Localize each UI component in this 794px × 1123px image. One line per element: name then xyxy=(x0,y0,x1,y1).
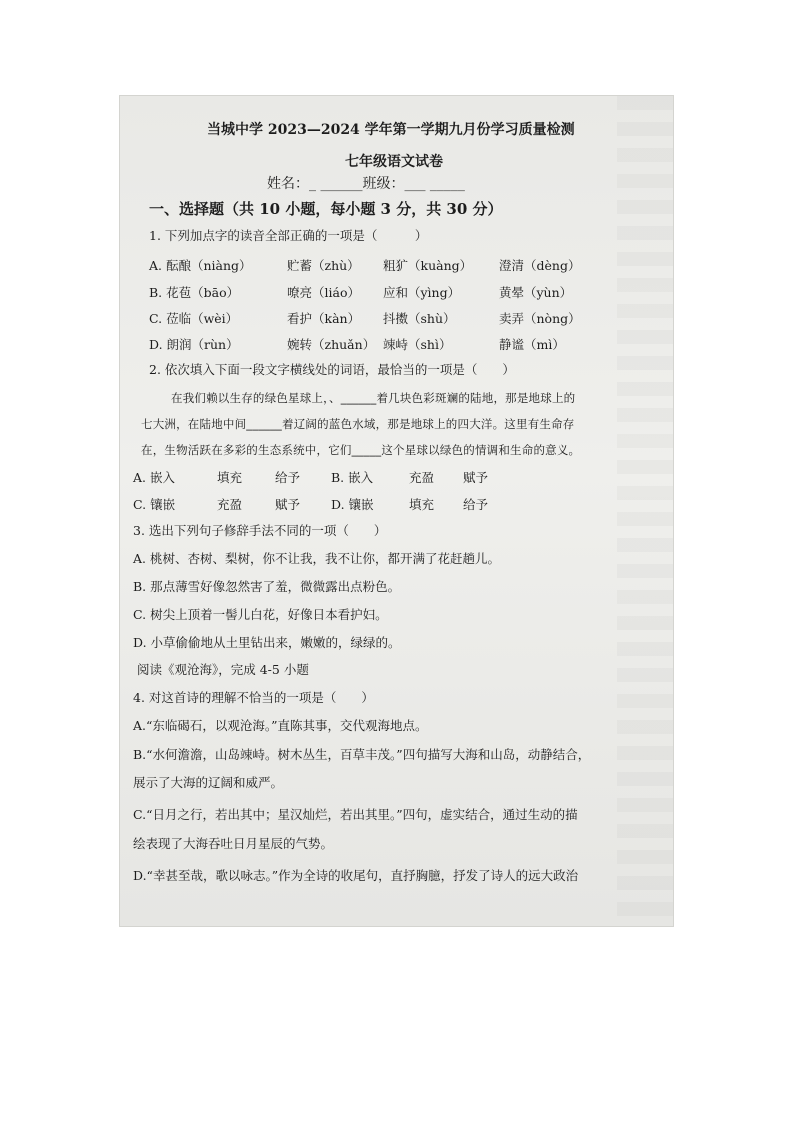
q1-d-4: 静谧（mì） xyxy=(499,337,565,352)
q4-line-a: A.“东临碣石，以观沧海。”直陈其事，交代观海地点。 xyxy=(133,718,428,733)
exam-subtitle: 七年级语文试卷 xyxy=(345,154,443,170)
q2-b-1: B. 嵌入 xyxy=(331,470,374,485)
q3-stem: 3. 选出下列句子修辞手法不同的一项（ ） xyxy=(133,523,387,538)
q2-d-2: 填充 xyxy=(409,497,435,512)
name-class-line: 姓名：_ ______班级：___ _____ xyxy=(267,176,465,192)
q4-line-b: B.“水何澹澹，山岛竦峙。树木丛生，百草丰茂。”四句描写大海和山岛，动静结合， xyxy=(133,747,591,762)
exam-photo xyxy=(120,96,673,926)
q1-a-3: 粗犷（kuàng） xyxy=(383,258,473,273)
q2-passage-line-3: 在，生物活跃在多彩的生态系统中，它们_____这个星球以绿色的情调和生命的意义。 xyxy=(141,443,581,457)
q2-c-2: 充盈 xyxy=(217,497,243,512)
section-heading: 一、选择题（共 10 小题，每小题 3 分，共 30 分） xyxy=(149,200,503,218)
exam-title: 当城中学 2023—2024 学年第一学期九月份学习质量检测 xyxy=(207,122,575,138)
q1-c-3: 抖擞（shù） xyxy=(383,311,456,326)
q2-stem: 2. 依次填入下面一段文字横线处的词语，最恰当的一项是（ ） xyxy=(149,362,515,377)
q4-line-b-cont: 展示了大海的辽阔和威严。 xyxy=(133,775,284,790)
q1-b-4: 黄晕（yùn） xyxy=(499,285,573,300)
q3-option-b: B. 那点薄雪好像忽然害了羞，微微露出点粉色。 xyxy=(133,579,401,594)
q1-a-1: A. 酝酿（niàng） xyxy=(149,258,252,273)
q4-line-c: C.“日月之行，若出其中；星汉灿烂，若出其里。”四句，虚实结合，通过生动的描 xyxy=(133,807,578,822)
q1-b-2: 嘹亮（liáo） xyxy=(287,285,360,300)
q1-a-2: 贮蓄（zhù） xyxy=(287,258,360,273)
q2-a-2: 填充 xyxy=(217,470,243,485)
q3-option-a: A. 桃树、杏树、梨树，你不让我，我不让你，都开满了花赶趟儿。 xyxy=(133,551,500,566)
q1-d-3: 竦峙（shì） xyxy=(383,337,452,352)
q1-c-1: C. 莅临（wèi） xyxy=(149,311,239,326)
q2-d-1: D. 镶嵌 xyxy=(331,497,374,512)
q1-b-3: 应和（yìng） xyxy=(383,285,461,300)
q1-a-4: 澄清（dèng） xyxy=(499,258,581,273)
q2-a-1: A. 嵌入 xyxy=(133,470,175,485)
q3-option-d: D. 小草偷偷地从土里钻出来，嫩嫩的，绿绿的。 xyxy=(133,635,401,650)
bleed-through-shadow xyxy=(617,96,673,926)
q2-a-3: 给予 xyxy=(275,470,301,485)
q1-d-1: D. 朗润（rùn） xyxy=(149,337,239,352)
q2-passage-line-1: 在我们赖以生存的绿色星球上，、______着几块色彩斑斓的陆地，那是地球上的 xyxy=(171,391,576,405)
q4-stem: 4. 对这首诗的理解不恰当的一项是（ ） xyxy=(133,690,374,705)
q3-option-c: C. 树尖上顶着一髻儿白花，好像日本看护妇。 xyxy=(133,607,388,622)
q2-c-3: 赋予 xyxy=(275,497,301,512)
q2-c-1: C. 镶嵌 xyxy=(133,497,176,512)
q2-b-3: 赋予 xyxy=(463,470,489,485)
q1-stem: 1. 下列加点字的读音全部正确的一项是（ ） xyxy=(149,228,428,243)
q1-c-2: 看护（kàn） xyxy=(287,311,361,326)
q4-line-d: D.“幸甚至哉，歌以咏志。”作为全诗的收尾句，直抒胸臆，抒发了诗人的远大政治 xyxy=(133,868,579,883)
q1-c-4: 卖弄（nòng） xyxy=(499,311,581,326)
q1-d-2: 婉转（zhuǎn） xyxy=(287,337,376,352)
q1-b-1: B. 花苞（bāo） xyxy=(149,285,240,300)
q2-d-3: 给予 xyxy=(463,497,489,512)
q2-b-2: 充盈 xyxy=(409,470,435,485)
q2-passage-line-2: 七大洲，在陆地中间______着辽阔的蓝色水域，那是地球上的四大洋。这里有生命存 xyxy=(141,417,575,431)
reading-instruction: 阅读《观沧海》，完成 4-5 小题 xyxy=(137,662,309,677)
q4-line-c-cont: 绘表现了大海吞吐日月星辰的气势。 xyxy=(133,836,334,851)
